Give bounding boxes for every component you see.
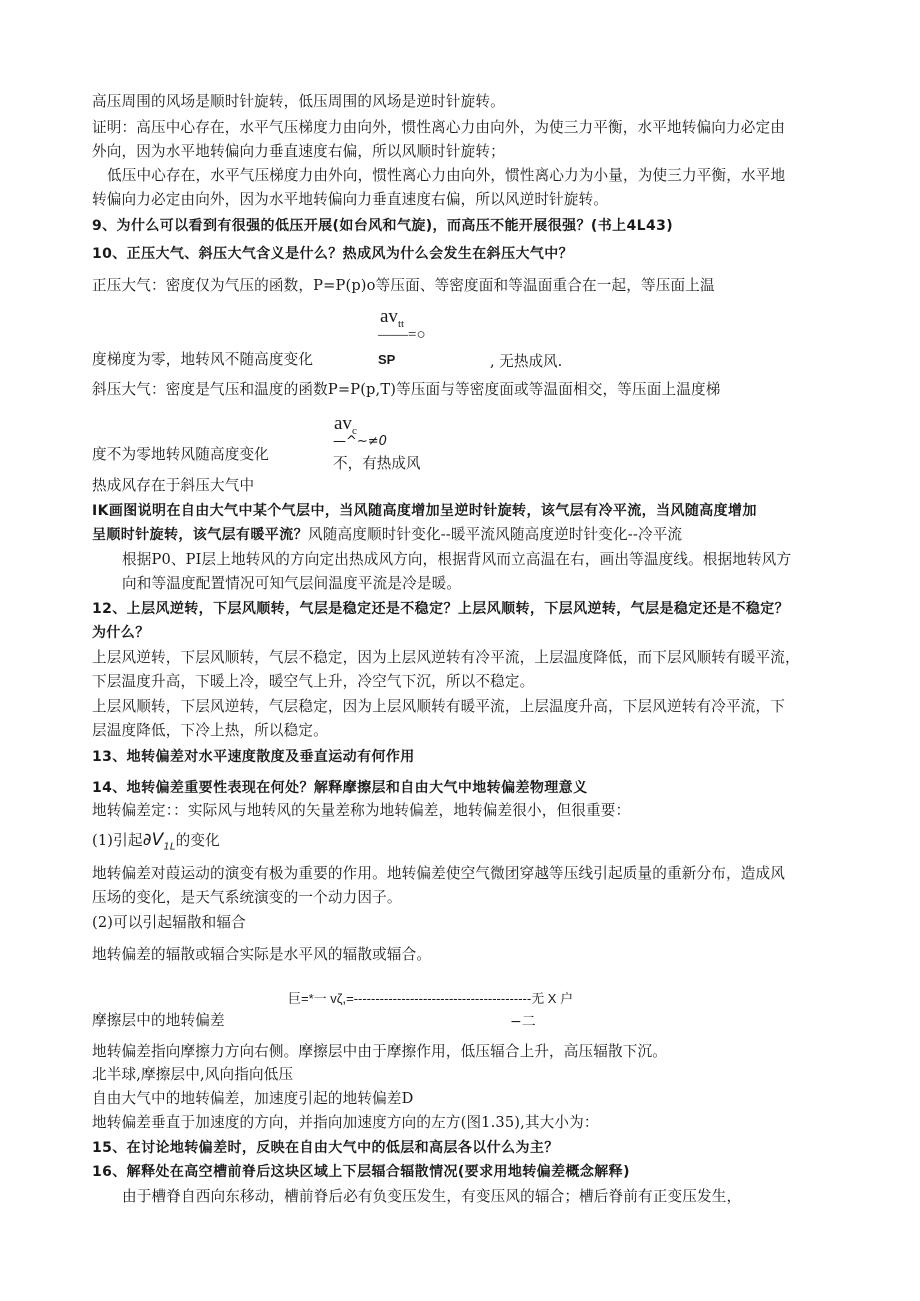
text-line: 不，有热成风 xyxy=(333,455,421,472)
text-line: (2)可以引起辐散和辐合 xyxy=(92,914,246,931)
text-line: 下层温度升高，下暖上冷，暖空气上升，冷空气下沉，所以不稳定。 xyxy=(92,673,535,690)
text-line: 地转偏差对葭运动的演变有极为重要的作用。地转偏差使空气微团穿越等压线引起质量的重新分布，造成风 xyxy=(92,865,785,882)
text-line: 由于槽脊自西向东移动，槽前脊后必有负变压发生，有变压风的辐合；槽后脊前有正变压发生， xyxy=(122,1188,742,1205)
equation-denominator: SP xyxy=(378,352,396,367)
question-13: 13、地转偏差对水平速度散度及垂直运动有何作用 xyxy=(92,749,415,765)
text-line: 上层风逆转，下层风顺转，气层不稳定，因为上层风逆转有冷平流，上层温度降低，而下层风顺转有暖平流， xyxy=(92,649,800,666)
question-10: 10、正压大气、斜压大气含义是什么？热成风为什么会发生在斜压大气中？ xyxy=(92,246,574,262)
text-line: 斜压大气：密度是气压和温度的函数P=P(p,T)等压面与等密度面或等温面相交，等压面上温度梯 xyxy=(92,381,721,398)
text-line: 低压中心存在，水平气压梯度力由外向，惯性离心力由向外，惯性离心力为小量，为使三力平衡，水平地 xyxy=(107,167,786,184)
text-line: 外向，因为水平地转偏向力垂直速度右偏，所以风顺时针旋转； xyxy=(92,143,505,160)
question-11: IK画图说明在自由大气中某个气层中，当风随高度增加呈逆时针旋转，该气层有冷平流，当风随高度增加 xyxy=(92,503,757,519)
text-line: 地转偏差指向摩擦力方向右侧。摩擦层中由于摩擦作用，低压辐合上升，高压辐散下沉。 xyxy=(92,1043,668,1060)
text-line: 度不为零地转风随高度变化 xyxy=(92,446,269,463)
question-14: 14、地转偏差重要性表现在何处？解释摩擦层和自由大气中地转偏差物理意义 xyxy=(92,780,588,796)
text-line: 正压大气：密度仅为气压的函数，P=P(p)o等压面、等密度面和等温面重合在一起，等压面上温 xyxy=(92,277,715,294)
text-line: 证明：高压中心存在，水平气压梯度力由向外，惯性离心力由向外，为使三力平衡，水平地转偏向力必定由 xyxy=(92,119,785,136)
text-line: , 无热成风. xyxy=(490,353,563,370)
text-line: 上层风顺转，下层风逆转，气层稳定，因为上层风顺转有暖平流，上层温度升高，下层风逆转有冷平流，下 xyxy=(92,698,785,715)
text-line: 度梯度为零，地转风不随高度变化 xyxy=(92,351,314,368)
text-line: 地转偏差定：：实际风与地转风的矢量差称为地转偏差，地转偏差很小，但很重要： xyxy=(92,802,631,819)
text-line: 自由大气中的地转偏差，加速度引起的地转偏差D xyxy=(92,1090,414,1107)
text-line: 摩擦层中的地转偏差 xyxy=(92,1012,225,1029)
question-12-line2: 为什么？ xyxy=(92,625,150,641)
text-line: 地转偏差垂直于加速度的方向，并指向加速度方向的左方(图1.35),其大小为： xyxy=(92,1114,599,1131)
equation-3-denominator: −二 xyxy=(510,1014,536,1030)
equation-fraction-line: —^~≠0 xyxy=(333,434,387,449)
text-line: 向和等温度配置情况可知气层间温度平流是冷是暖。 xyxy=(122,575,462,592)
question-16: 16、解释处在高空槽前脊后这块区域上下层辐合辐散情况(要求用地转偏差概念解释) xyxy=(92,1164,630,1180)
text-line: 层温度降低，下冷上热，所以稳定。 xyxy=(92,722,328,739)
text-line: (1)引起$\partial V_{1L}$的变化 xyxy=(92,830,220,853)
equation-3: 巨=*一 vζ,=-----------------------------------------无 X 户 xyxy=(288,991,574,1006)
question-11-line2: 呈顺时针旋转，该气层有暖平流？风随高度顺时针变化--暖平流风随高度逆时针变化--冷平流 xyxy=(92,526,683,543)
question-12: 12、上层风逆转，下层风顺转，气层是稳定还是不稳定？上层风顺转，下层风逆转，气层是稳定还是不稳定？ xyxy=(92,601,790,617)
text-line: 热成风存在于斜压大气中 xyxy=(92,477,255,494)
text-line: 高压周围的风场是顺时针旋转，低压周围的风场是逆时针旋转。 xyxy=(92,93,505,110)
text-line: 根据P0、PI层上地转风的方向定出热成风方向，根据背风而立高温在右，画出等温度线。根据地转风方 xyxy=(122,551,792,568)
text-line: 压场的变化，是天气系统演变的一个动力因子。 xyxy=(92,889,402,906)
text-line: 北半球,摩擦层中,风向指向低压 xyxy=(92,1066,294,1083)
equation-partial-top: $av_{tt}$ xyxy=(380,306,405,330)
question-15: 15、在讨论地转偏差时，反映在自由大气中的低层和高层各以什么为主？ xyxy=(92,1140,559,1156)
equation-fraction-line: ——=○ xyxy=(378,327,426,343)
text-line: 地转偏差的辐散或辐合实际是水平风的辐散或辐合。 xyxy=(92,946,432,963)
text-line: 转偏向力必定由向外，因为水平地转偏向力垂直速度右偏，所以风逆时针旋转。 xyxy=(92,191,609,208)
question-9: 9、为什么可以看到有很强的低压开展(如台风和气旋)，而高压不能开展很强？(书上4L43) xyxy=(92,218,674,234)
equation-partial-top: $av_c$ xyxy=(334,413,357,437)
